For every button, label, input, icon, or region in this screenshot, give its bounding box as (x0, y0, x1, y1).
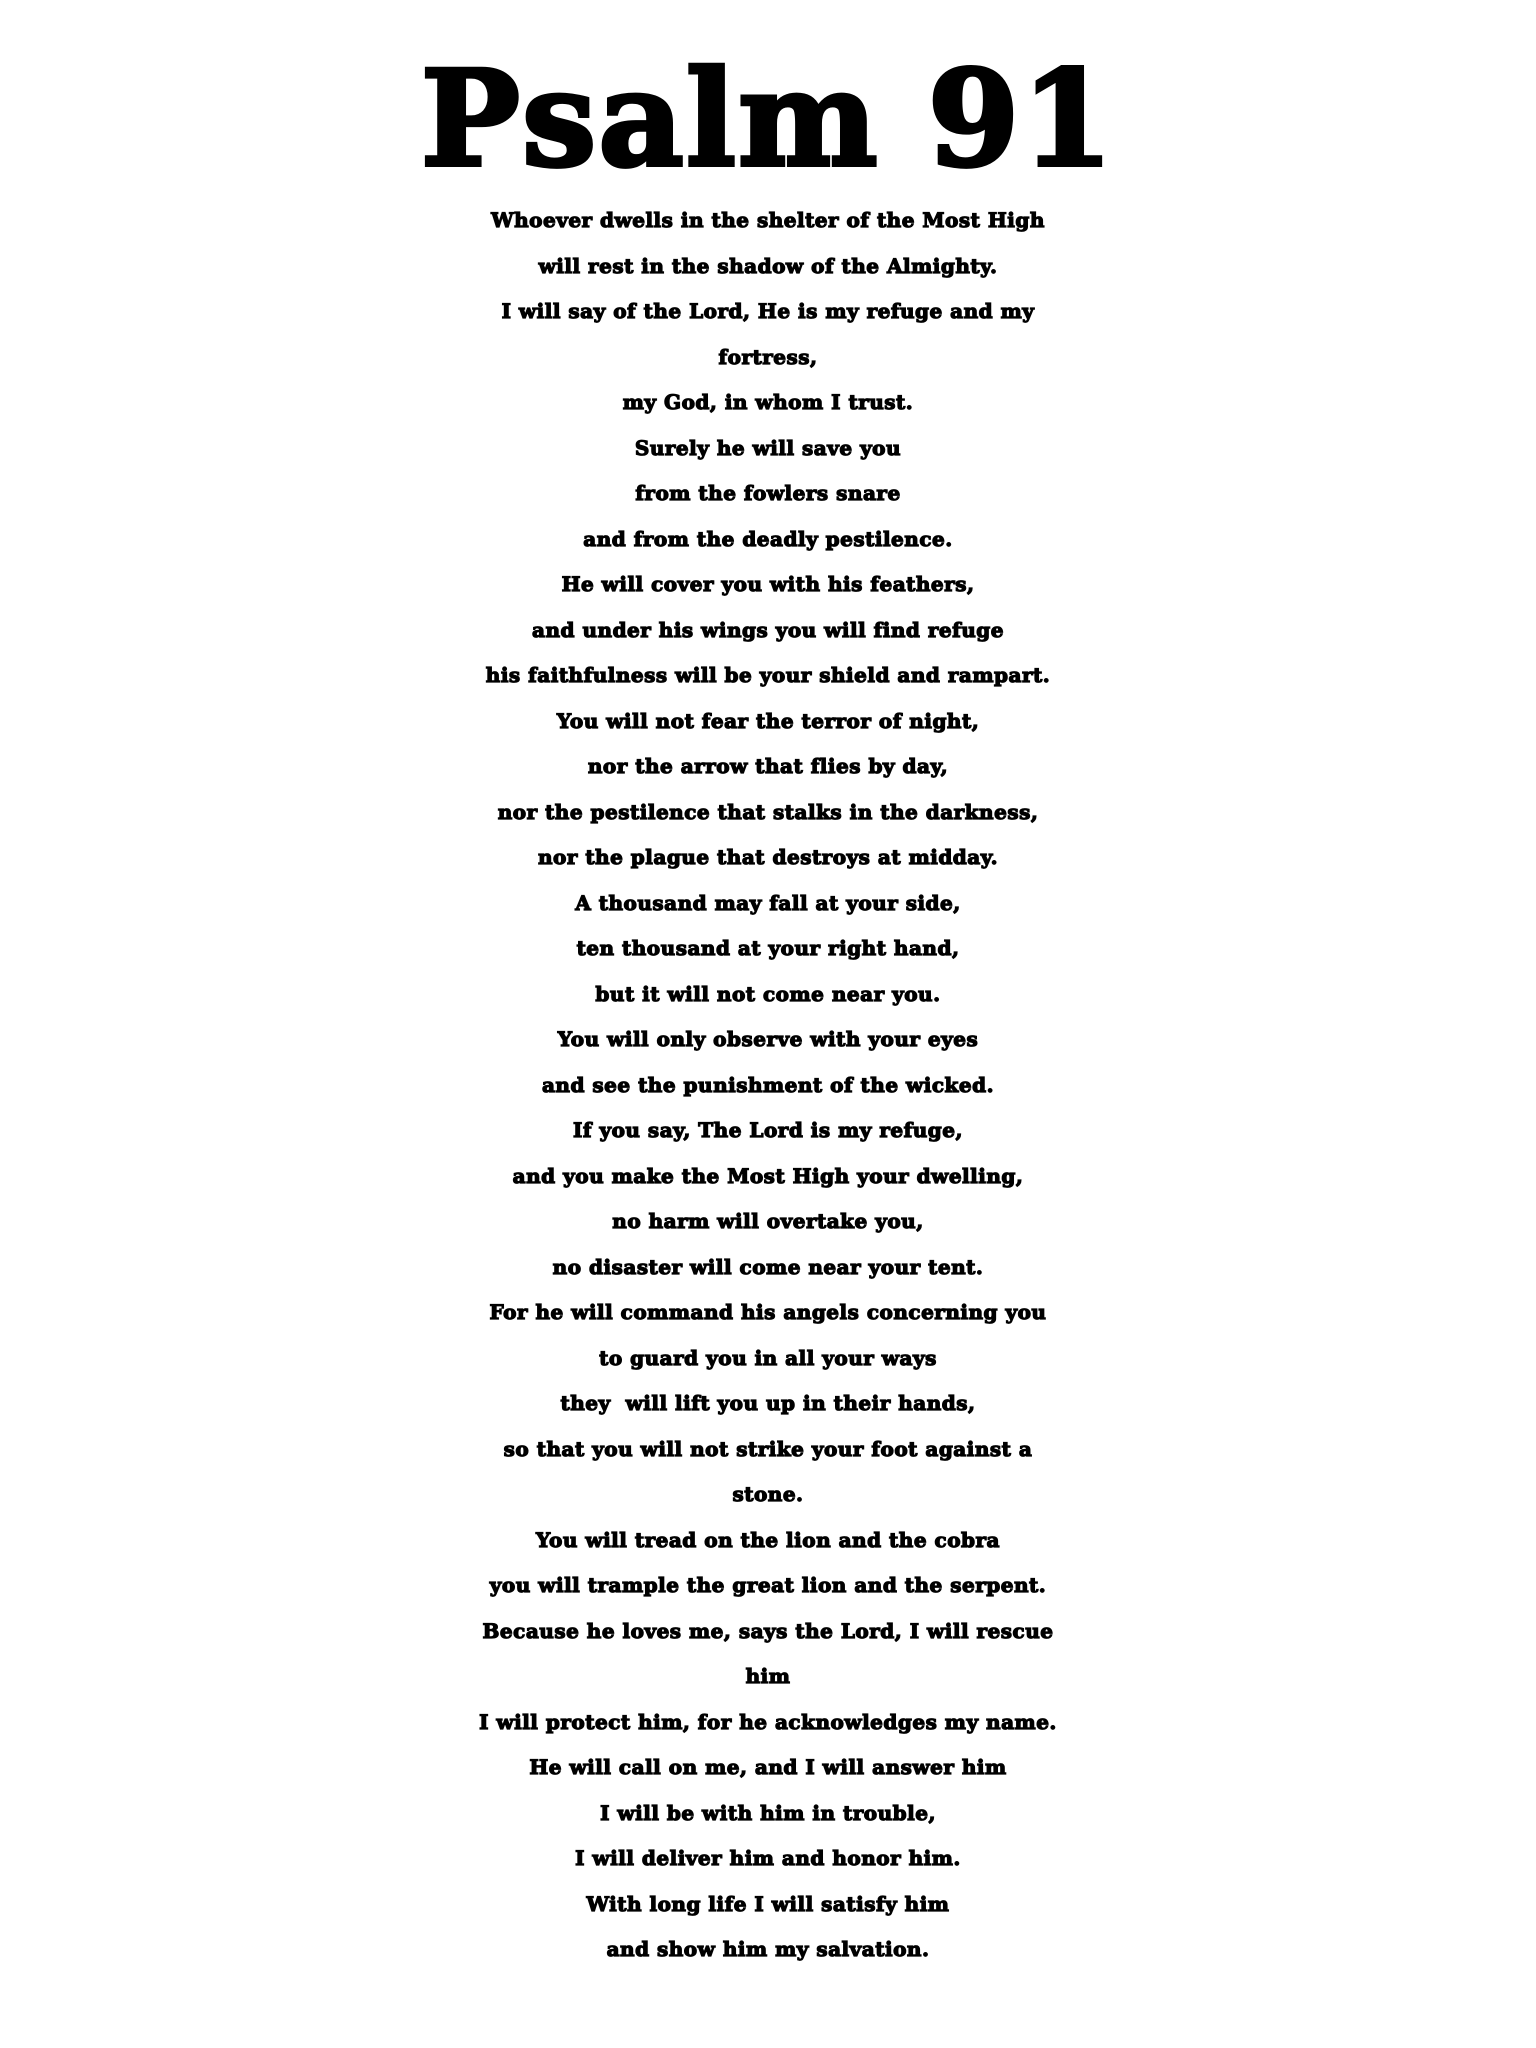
verse-line: and from the deadly pestilence. (583, 526, 953, 551)
verse-line: stone. (732, 1482, 804, 1506)
verse-line: Because he loves me, says the Lord, I will rescue (482, 1618, 1054, 1643)
verse-line: You will not fear the terror of night, (556, 708, 980, 733)
verse-line: so that you will not strike your foot against a (503, 1436, 1033, 1461)
verse-line: my God, in whom I trust. (622, 390, 914, 414)
verse-line: nor the plague that destroys at midday. (537, 845, 999, 869)
verse-line: A thousand may fall at your side, (575, 890, 961, 915)
verse-line: but it will not come near you. (595, 981, 941, 1006)
verse-line: Whoever dwells in the shelter of the Most High (491, 208, 1045, 232)
verse-line: For he will command his angels concerning you (489, 1300, 1047, 1324)
verse-line: nor the arrow that flies by day, (587, 754, 949, 778)
verse-line: him (745, 1664, 791, 1688)
verse-line: I will protect him, for he acknowledges my name. (479, 1709, 1057, 1734)
verse-line: will rest in the shadow of the Almighty. (538, 253, 998, 278)
verse-line: his faithfulness will be your shield and rampart. (485, 663, 1051, 687)
verse-line: and see the punishment of the wicked. (541, 1072, 995, 1097)
verse-line: I will be with him in trouble, (600, 1800, 936, 1825)
verse-line: you will trample the great lion and the serpent. (489, 1573, 1047, 1597)
verse-line: no disaster will come near your tent. (552, 1254, 984, 1279)
verse-line: You will only observe with your eyes (557, 1027, 979, 1051)
verse-line: no harm will overtake you, (612, 1209, 924, 1233)
verse-line: to guard you in all your ways (599, 1345, 937, 1370)
verse-line: and you make the Most High your dwelling, (512, 1163, 1024, 1188)
verse-list (0, 198, 1536, 1973)
page-title: Psalm 91 (420, 42, 1116, 197)
verse-line: Surely he will save you (634, 435, 902, 460)
verse-line: ten thousand at your right hand, (576, 936, 960, 960)
verse-line: and under his wings you will find refuge (532, 617, 1004, 642)
verse-line: and show him my salvation. (606, 1937, 930, 1961)
verse-line: fortress, (718, 344, 818, 369)
verse-line: He will call on me, and I will answer him (529, 1755, 1007, 1779)
verse-line: If you say, The Lord is my refuge, (573, 1118, 963, 1142)
verse-line: I will say of the Lord, He is my refuge and my (501, 299, 1035, 323)
verse-line: nor the pestilence that stalks in the darkness, (497, 799, 1039, 824)
verse-line: from the fowlers snare (635, 481, 901, 505)
verse-line: I will deliver him and honor him. (575, 1846, 961, 1870)
verse-line: You will tread on the lion and the cobra (535, 1527, 1001, 1552)
verse-line: He will cover you with his feathers, (561, 572, 975, 596)
verse-line: they will lift you up in their hands, (560, 1391, 976, 1415)
verse-line: With long life I will satisfy him (586, 1891, 950, 1916)
